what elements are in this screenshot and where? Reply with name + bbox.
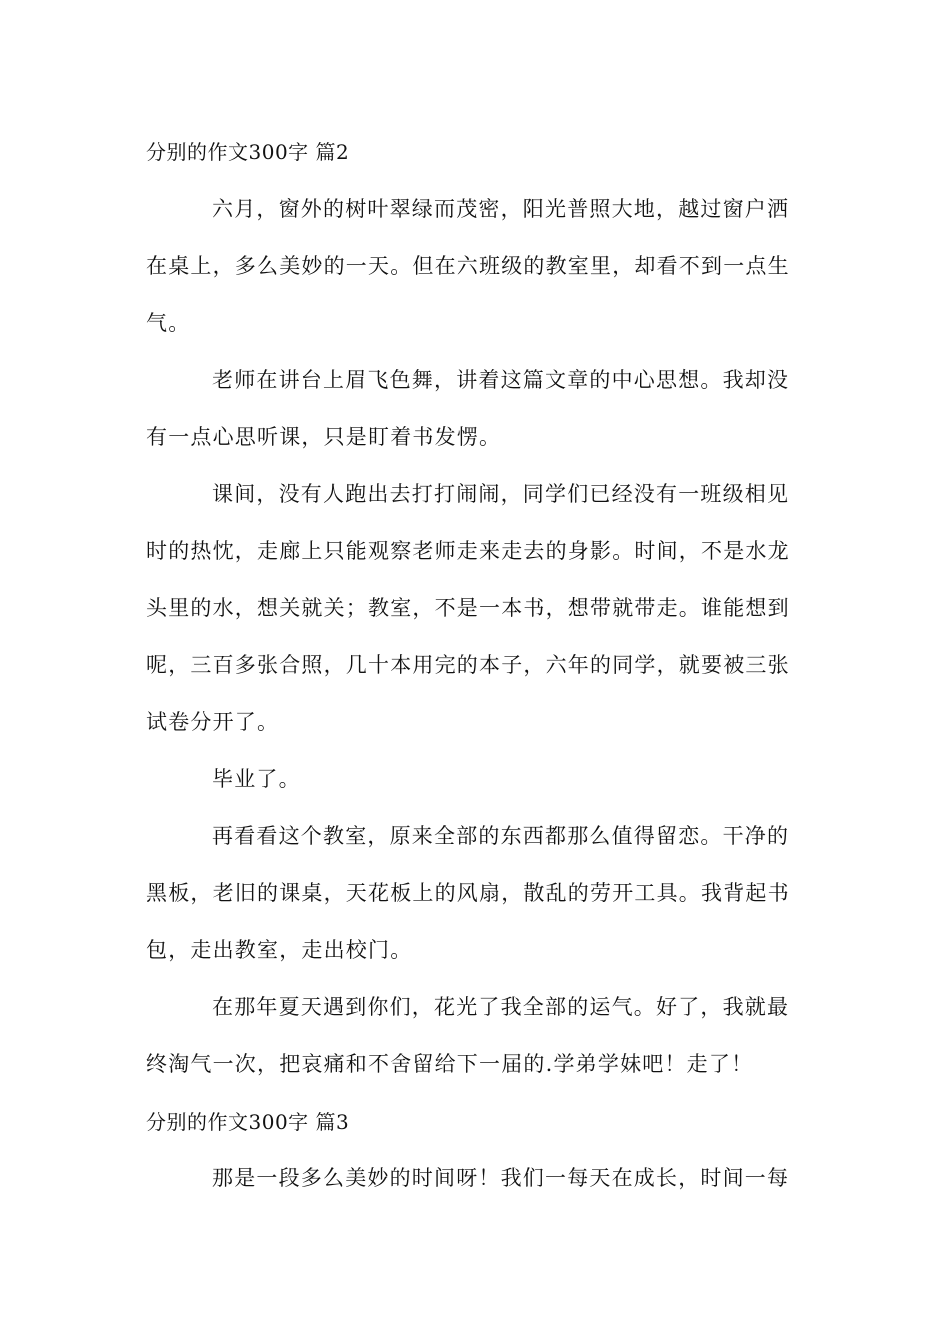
paragraph-line: 有一点心思听课，只是盯着书发愣。 [146, 425, 502, 449]
paragraph-line: 时的热忱，走廊上只能观察老师走来走去的身影。时间，不是水龙 [146, 539, 790, 563]
paragraph-line: 气。 [146, 311, 191, 335]
paragraph-line: 再看看这个教室，原来全部的东西都那么值得留恋。干净的 [212, 824, 790, 848]
section-heading-3: 分别的作文300字 篇3 [146, 1110, 350, 1134]
paragraph-line: 黑板，老旧的课桌，天花板上的风扇，散乱的劳开工具。我背起书 [146, 881, 790, 905]
paragraph-line: 头里的水，想关就关；教室，不是一本书，想带就带走。谁能想到 [146, 596, 790, 620]
paragraph-line: 试卷分开了。 [146, 710, 280, 734]
paragraph-line: 那是一段多么美妙的时间呀！我们一每天在成长，时间一每 [212, 1166, 790, 1190]
section-heading-2: 分别的作文300字 篇2 [146, 140, 350, 164]
paragraph-line: 在桌上，多么美妙的一天。但在六班级的教室里，却看不到一点生 [146, 254, 790, 278]
paragraph-line: 包，走出教室，走出校门。 [146, 938, 413, 962]
paragraph-line: 六月，窗外的树叶翠绿而茂密，阳光普照大地，越过窗户洒 [212, 197, 790, 221]
paragraph-line: 终淘气一次，把哀痛和不舍留给下一届的.学弟学妹吧！走了！ [146, 1052, 754, 1076]
paragraph-line: 课间，没有人跑出去打打闹闹，同学们已经没有一班级相见 [212, 482, 790, 506]
paragraph-line: 毕业了。 [212, 767, 301, 791]
paragraph-line: 老师在讲台上眉飞色舞，讲着这篇文章的中心思想。我却没 [212, 368, 790, 392]
paragraph-line: 呢，三百多张合照，几十本用完的本子，六年的同学，就要被三张 [146, 653, 790, 677]
paragraph-line: 在那年夏天遇到你们，花光了我全部的运气。好了，我就最 [212, 995, 790, 1019]
